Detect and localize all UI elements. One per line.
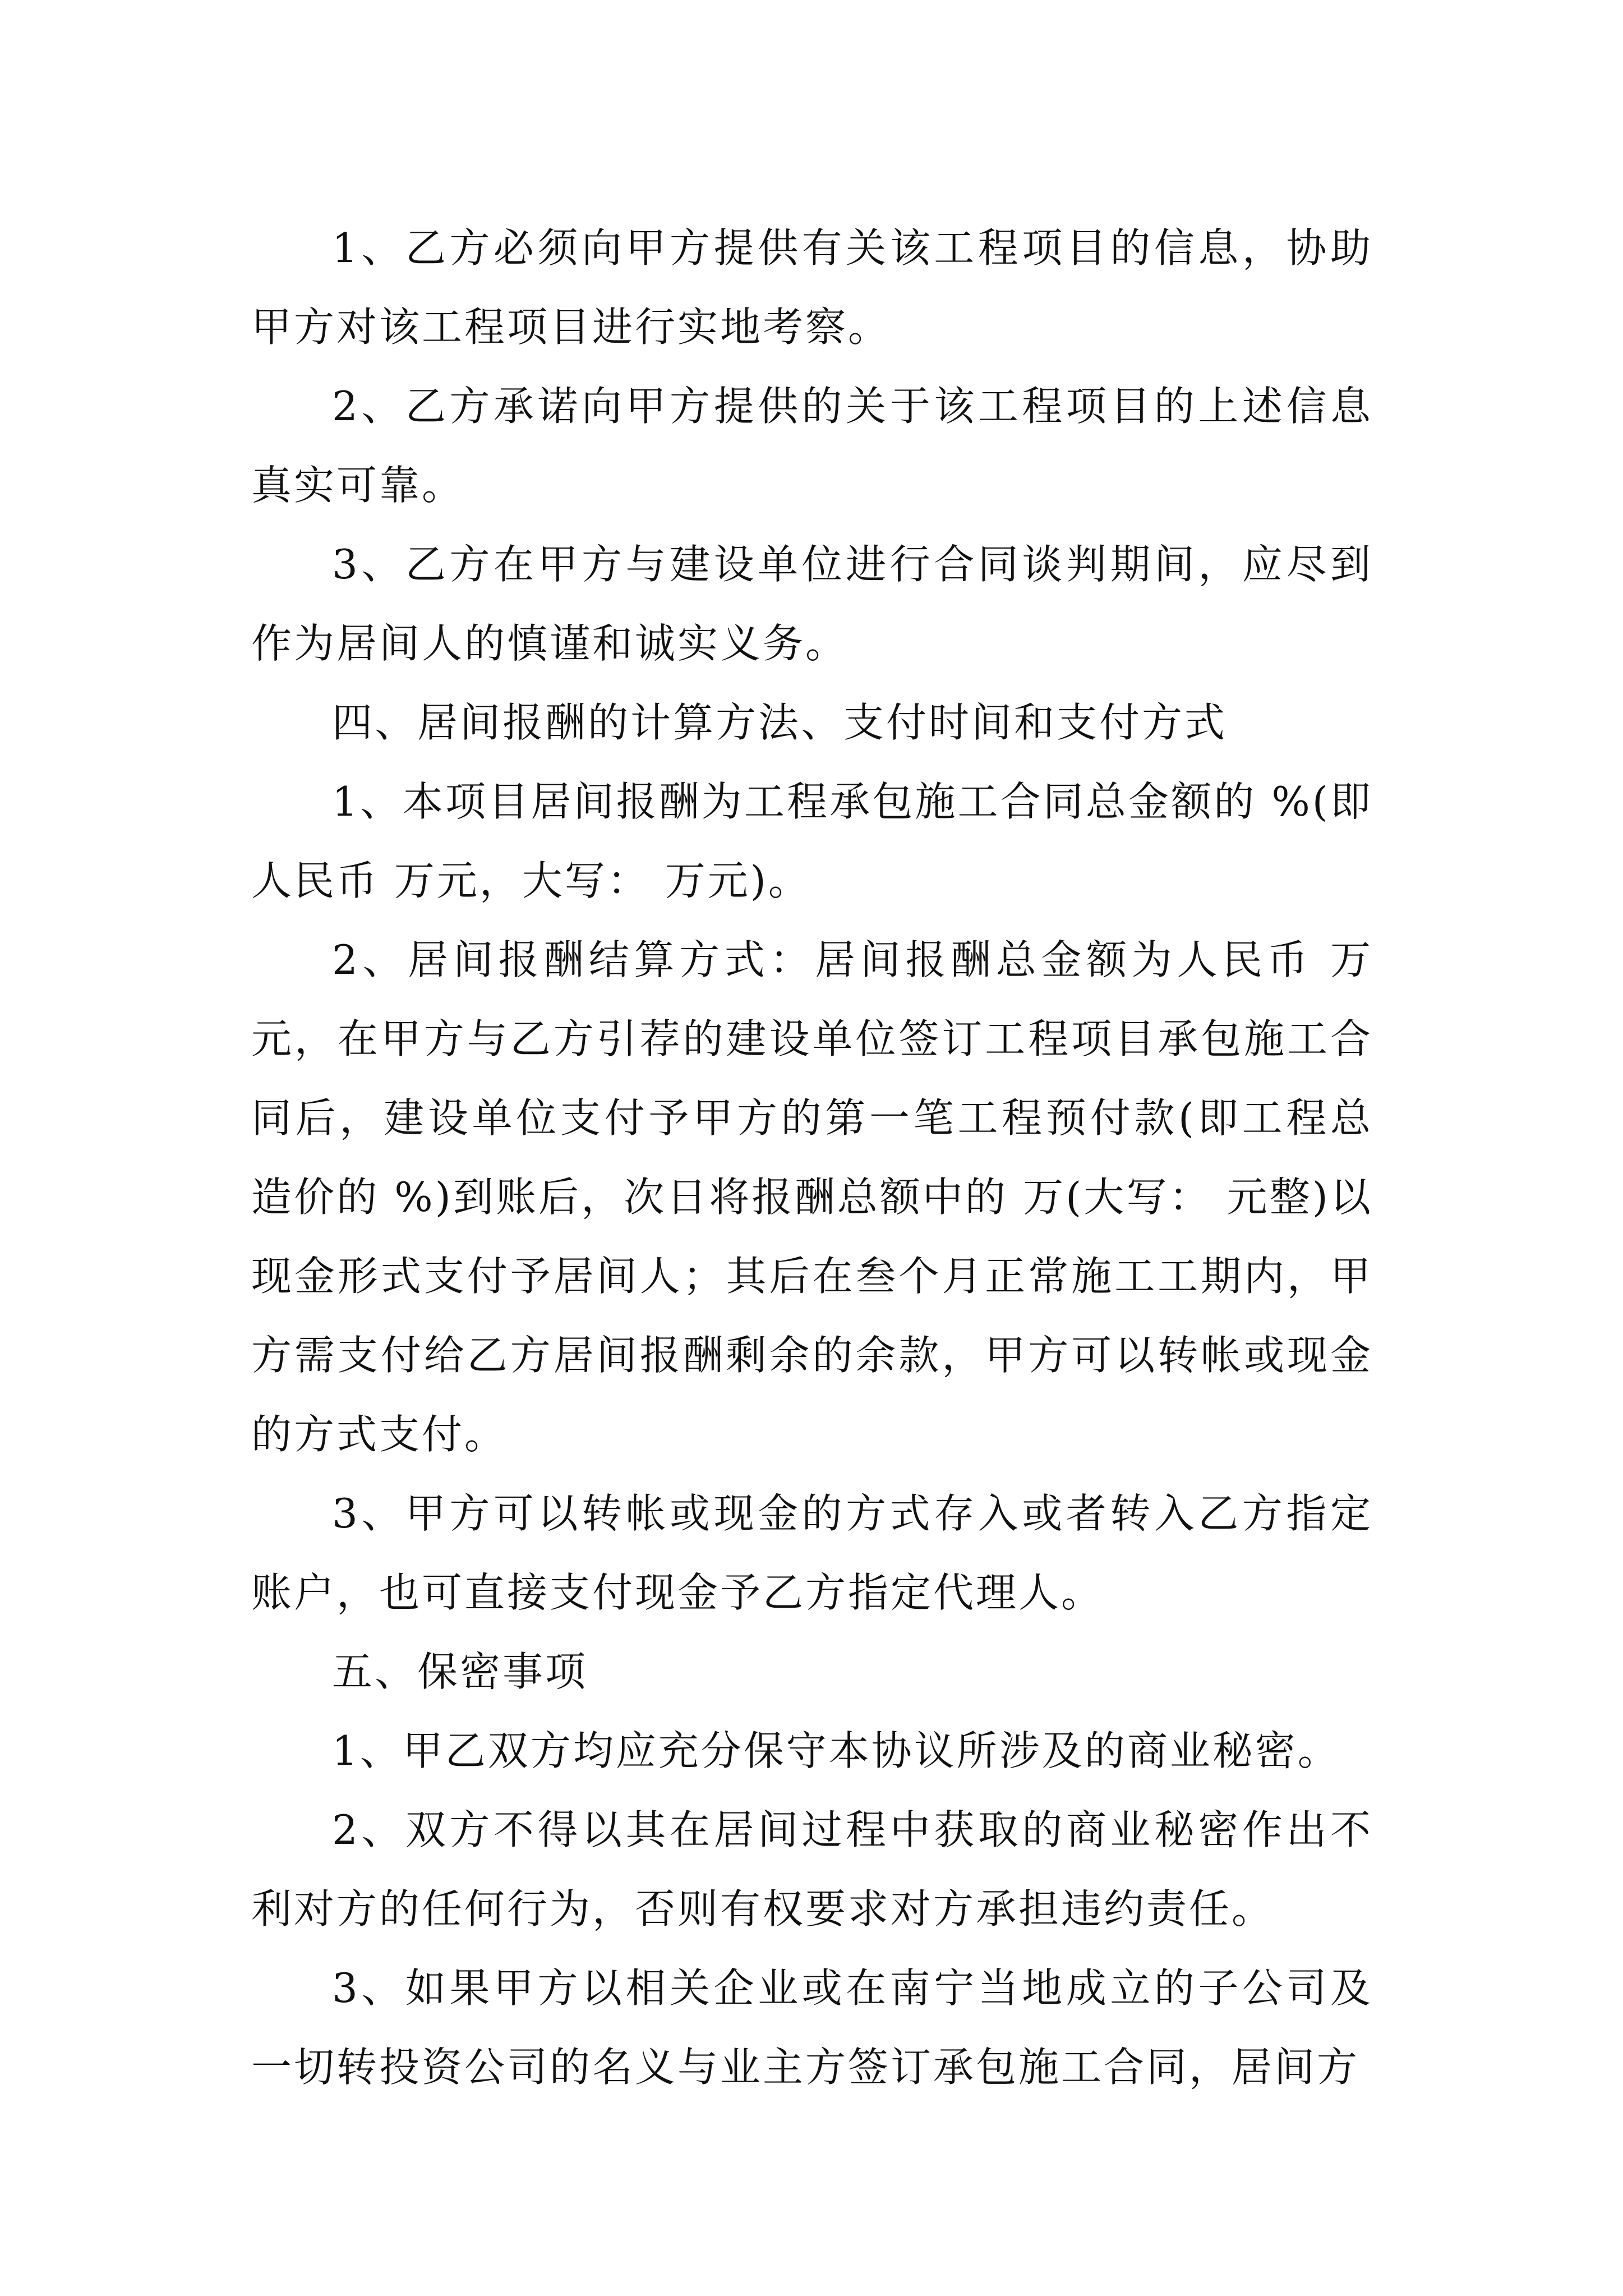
section-heading-4: 四、居间报酬的计算方法、支付时间和支付方式 (332, 699, 1228, 746)
section-heading-5: 五、保密事项 (332, 1648, 588, 1695)
payment-item-3: 3、甲方可以转帐或现金的方式存入或者转入乙方指定账户，也可直接支付现金予乙方指定代理人。 (251, 1490, 1373, 1616)
confidentiality-item-1: 1、甲乙双方均应充分保守本协议所涉及的商业秘密。 (332, 1727, 1340, 1774)
payment-item-1: 1、本项目居间报酬为工程承包施工合同总金额的 %(即人民币 万元，大写： 万元)。 (251, 778, 1373, 904)
obligation-item-1: 1、乙方必须向甲方提供有关该工程项目的信息，协助甲方对该工程项目进行实地考察。 (251, 224, 1373, 351)
confidentiality-item-2: 2、双方不得以其在居间过程中获取的商业秘密作出不利对方的任何行为，否则有权要求对方承担违约责任。 (251, 1806, 1373, 1932)
payment-item-2: 2、居间报酬结算方式：居间报酬总金额为人民币 万元，在甲方与乙方引荐的建设单位签订工程项目承包施工合同后，建设单位支付予甲方的第一笔工程预付款(即工程总造价的 %)到账后，次日将报酬总额中的 万(大写： 元整)以现金形式支付予居间人；其后在叁个月正常施工工期内，甲方需支付给乙方居间报酬剩余的余款，甲方可以转帐或现金的方式支付。 (251, 936, 1373, 1458)
obligation-item-2: 2、乙方承诺向甲方提供的关于该工程项目的上述信息真实可靠。 (251, 383, 1373, 509)
obligation-item-3: 3、乙方在甲方与建设单位进行合同谈判期间，应尽到作为居间人的慎谨和诚实义务。 (251, 541, 1373, 667)
document-page (251, 209, 1373, 2107)
confidentiality-item-3: 3、如果甲方以相关企业或在南宁当地成立的子公司及一切转投资公司的名义与业主方签订承包施工合同，居间方 (251, 1964, 1373, 2091)
